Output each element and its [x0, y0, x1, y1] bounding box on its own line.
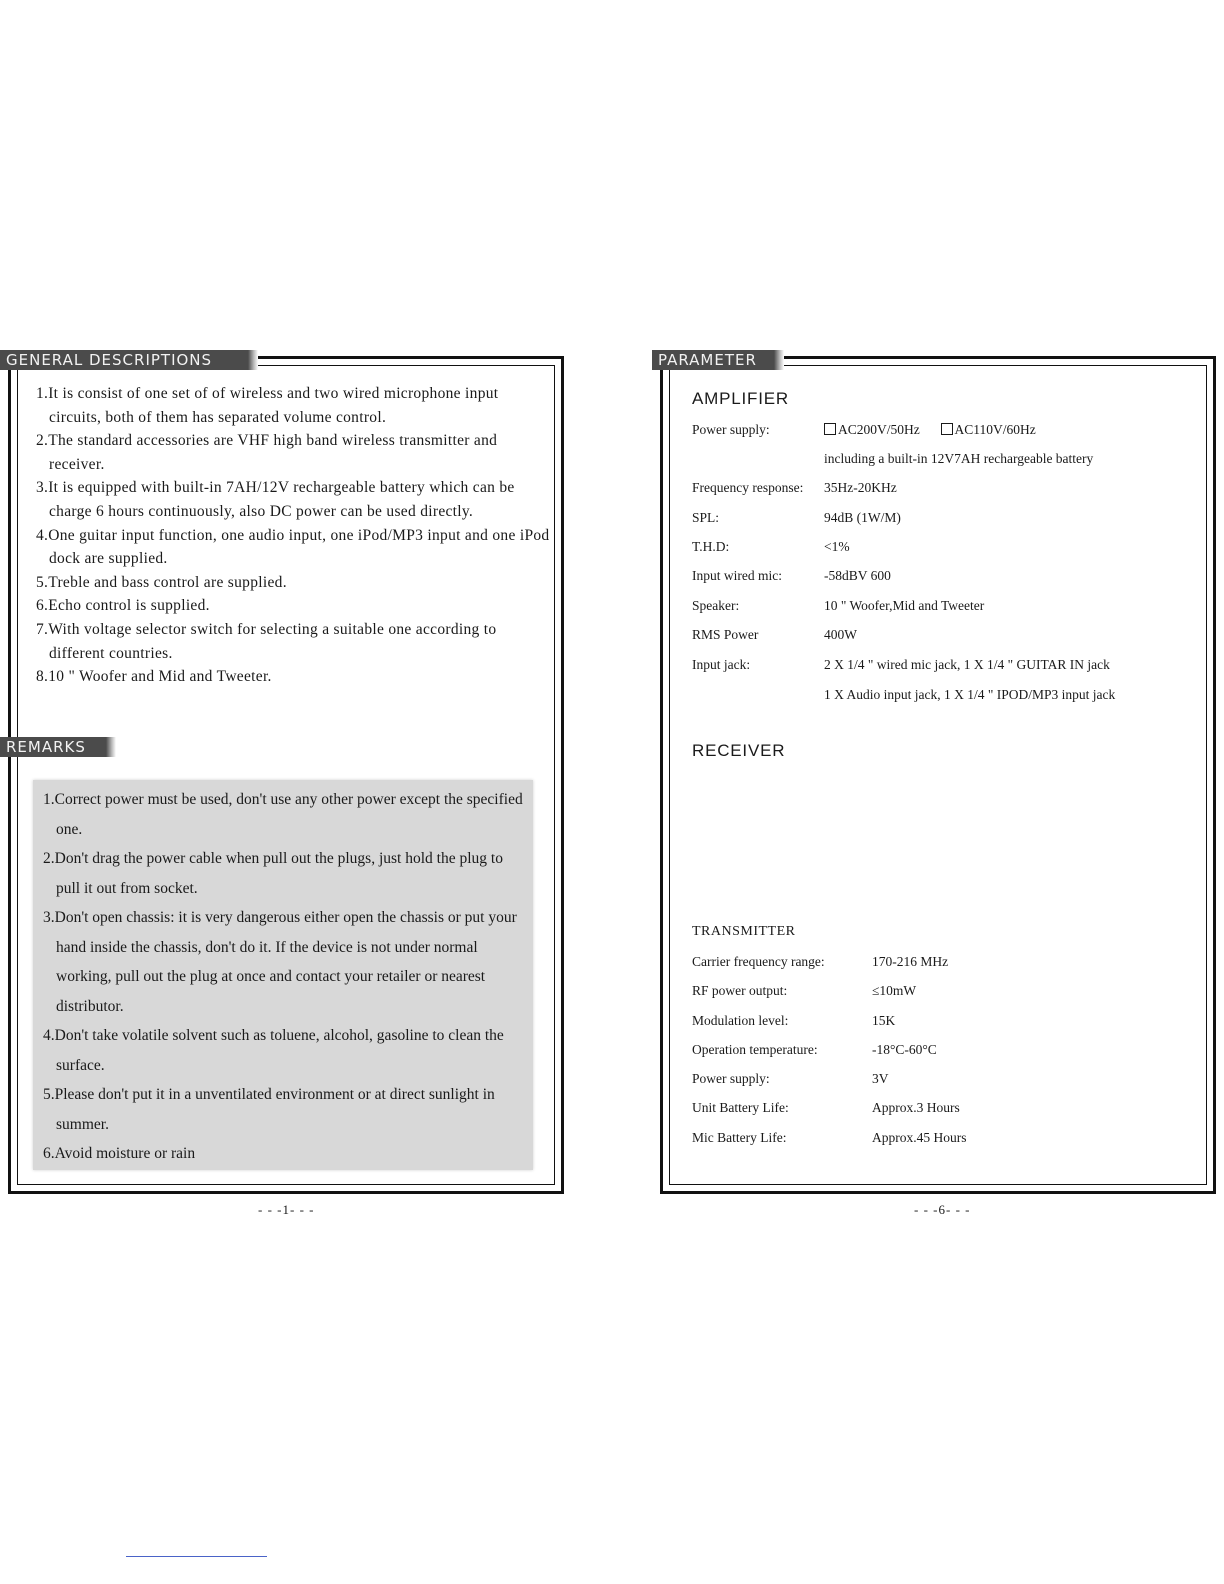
remark-item: 3.Don't open chassis: it is very dangerous either open the chassis or put your hand inside the chassis, don't do it. If the device is not under normal working, pull out the plug at once and contact your retailer or nearest distributor.: [43, 909, 517, 1015]
spec-label: RF power output:: [692, 983, 788, 998]
spec-value: 10 " Woofer,Mid and Tweeter: [824, 598, 985, 613]
description-item: 2.The standard accessories are VHF high band wireless transmitter and receiver.: [36, 432, 498, 473]
general-descriptions-list: [36, 382, 554, 689]
spec-label: Power supply:: [692, 422, 770, 437]
description-item: 3.It is equipped with built-in 7AH/12V rechargeable battery which can be charge 6 hours continuously, also DC power can be used directly.: [36, 479, 515, 520]
spec-label: Input jack:: [692, 657, 751, 672]
page-number-right: - - -6- - -: [914, 1202, 971, 1217]
spec-value: -18°C-60°C: [872, 1042, 937, 1057]
remarks-list: [33, 780, 533, 1169]
spec-label: Unit Battery Life:: [692, 1100, 789, 1115]
spec-value: -58dBV 600: [824, 568, 891, 583]
spec-value: 1 X Audio input jack, 1 X 1/4 " IPOD/MP3 input jack: [824, 687, 1116, 702]
spec-label: RMS Power: [692, 627, 759, 642]
spec-value: 170-216 MHz: [872, 954, 949, 969]
power-option-1: AC200V/50Hz: [838, 422, 920, 437]
transmitter-heading: TRANSMITTER: [692, 924, 796, 939]
spec-value: 400W: [824, 627, 857, 642]
spec-value: 2 X 1/4 " wired mic jack, 1 X 1/4 " GUITAR IN jack: [824, 657, 1110, 672]
spec-value: 3V: [872, 1071, 889, 1086]
remark-item: 5.Please don't put it in a unventilated environment or at direct sunlight in summer.: [43, 1086, 495, 1133]
remark-item: 2.Don't drag the power cable when pull out the plugs, just hold the plug to pull it out from socket.: [43, 850, 503, 897]
amplifier-heading: AMPLIFIER: [692, 389, 789, 408]
spec-label: Speaker:: [692, 598, 740, 613]
spec-value: Approx.3 Hours: [872, 1100, 960, 1115]
description-item: 8.10 " Woofer and Mid and Tweeter.: [36, 668, 272, 686]
spec-value: including a built-in 12V7AH rechargeable battery: [824, 451, 1094, 466]
remark-item: 4.Don't take volatile solvent such as toluene, alcohol, gasoline to clean the surface.: [43, 1027, 504, 1074]
remark-item: 1.Correct power must be used, don't use any other power except the specified one.: [43, 791, 523, 838]
spec-label: Operation temperature:: [692, 1042, 818, 1057]
spec-label: Modulation level:: [692, 1013, 789, 1028]
spec-value: ≤10mW: [872, 983, 917, 998]
spec-label: T.H.D:: [692, 539, 730, 554]
spec-value: <1%: [824, 539, 850, 554]
page-number-left: - - -1- - -: [258, 1202, 315, 1217]
receiver-heading: RECEIVER: [692, 741, 786, 760]
spec-value: 94dB (1W/M): [824, 510, 901, 525]
description-item: 4.One guitar input function, one audio input, one iPod/MP3 input and one iPod dock are supplied.: [36, 526, 550, 568]
spec-value: Approx.45 Hours: [872, 1130, 967, 1145]
decorative-rule: [126, 1556, 267, 1557]
checkbox-icon: [941, 423, 953, 435]
checkbox-icon: [824, 423, 836, 435]
spec-value: [824, 422, 1036, 438]
spec-label: SPL:: [692, 510, 720, 525]
spec-value: 15K: [872, 1013, 896, 1028]
remark-item: 6.Avoid moisture or rain: [43, 1145, 196, 1162]
description-item: 7.With voltage selector switch for selecting a suitable one according to different countries.: [36, 620, 497, 662]
description-item: 5.Treble and bass control are supplied.: [36, 573, 287, 591]
spec-label: Input wired mic:: [692, 568, 782, 583]
description-item: 1.It is consist of one set of of wireless and two wired microphone input circuits, both of them has separated volume control.: [36, 385, 499, 426]
description-item: 6.Echo control is supplied.: [36, 597, 210, 615]
spec-label: Carrier frequency range:: [692, 954, 825, 969]
spec-label: Frequency response:: [692, 480, 804, 495]
spec-value: 35Hz-20KHz: [824, 480, 897, 495]
spec-label: Power supply:: [692, 1071, 770, 1086]
power-option-2: AC110V/60Hz: [954, 422, 1036, 437]
spec-label: Mic Battery Life:: [692, 1130, 787, 1145]
remarks-box: [33, 780, 533, 1170]
remarks-title: REMARKS: [0, 737, 106, 757]
general-descriptions-title: GENERAL DESCRIPTIONS: [0, 350, 248, 370]
parameter-title: PARAMETER: [652, 350, 774, 370]
